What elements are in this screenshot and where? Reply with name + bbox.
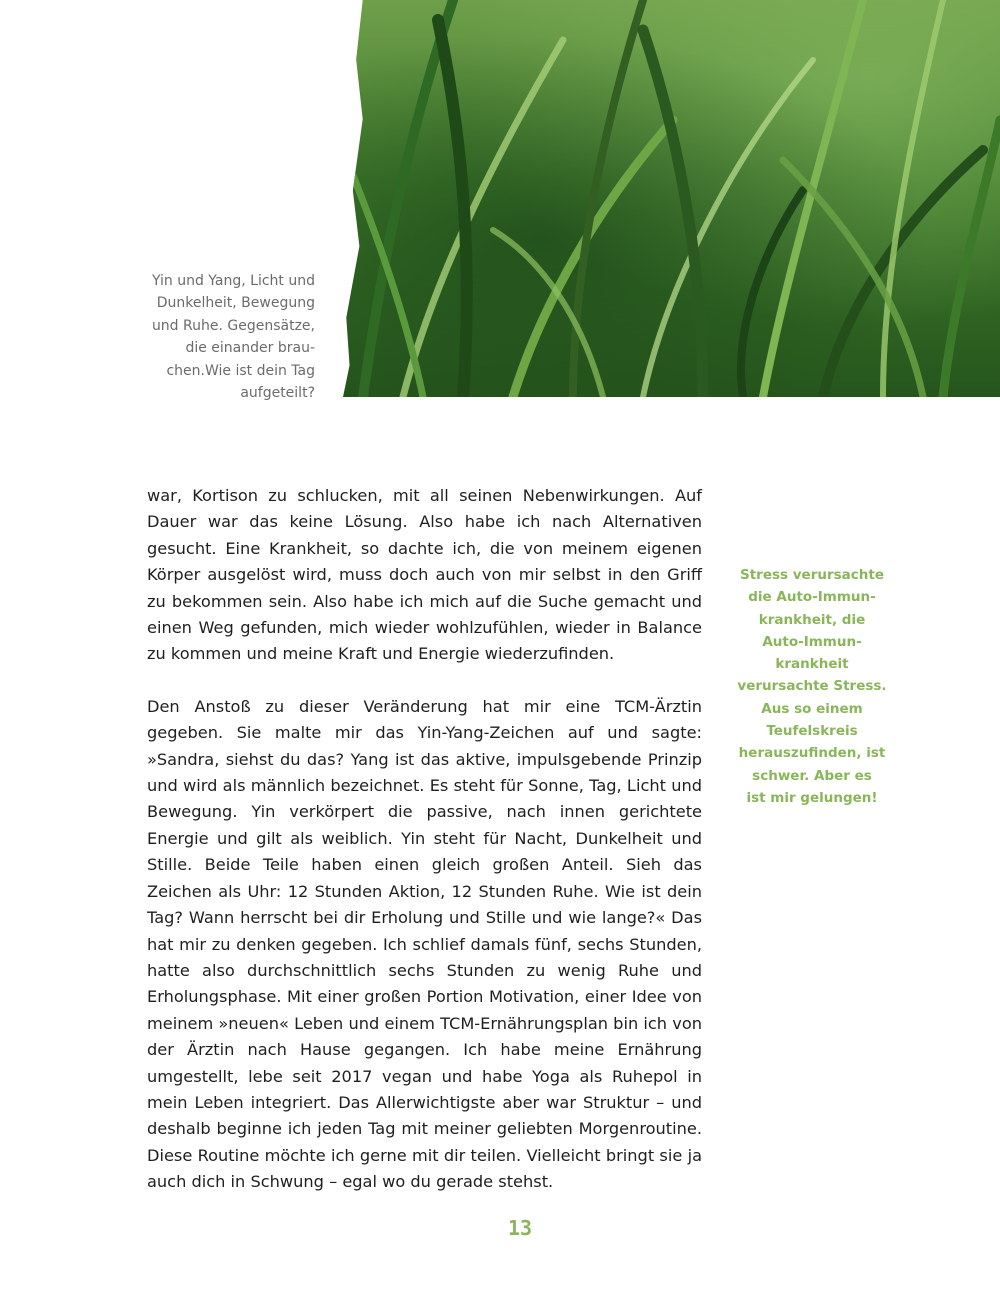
body-text xyxy=(147,483,702,1222)
grass-icon xyxy=(343,0,1000,397)
page-number: 13 xyxy=(507,1216,533,1240)
grass-photo xyxy=(343,0,1000,397)
body-paragraph: Den Anstoß zu dieser Veränderung hat mir eine TCM-Ärztin gegeben. Sie malte mir das Yin-Yang-Zeichen auf und sagte: »Sandra, siehst du das? Yang ist das aktive, impulsgebende Prinzip und wird als männlich bezeichnet. Es steht für Sonne, Tag, Licht und Bewegung. Yin verkörpert die passive, nach innen gerichtete Energie und gilt als weiblich. Yin steht für Nacht, Dunkelheit und Stille. Beide Teile haben einen gleich großen Anteil. Sieh das Zeichen als Uhr: 12 Stunden Aktion, 12 Stunden Ruhe. Wie ist dein Tag? Wann herrscht bei dir Erholung und Stille und wie lange?« Das hat mir zu denken gegeben. Ich schlief damals fünf, sechs Stunden, hatte also durchschnittlich sechs Stunden zu wenig Ruhe und Erholungsphase. Mit einer großen Portion Motivation, einer Idee von meinem »neuen« Leben und einem TCM-Ernährungsplan bin ich von der Ärztin nach Hause gegangen. Ich habe meine Ernährung umgestellt, lebe seit 2017 vegan und habe Yoga als Ruhepol in mein Leben integriert. Das Allerwichtigste aber war Struktur – und deshalb beginne ich jeden Tag mit meiner geliebten Morgenroutine. Diese Routine möchte ich gerne mit dir teilen. Vielleicht bringt sie ja auch dich in Schwung – egal wo du gerade stehst. xyxy=(147,696,702,1192)
photo-caption: Yin und Yang, Licht und Dunkelheit, Bewegung und Ruhe. Gegensätze, die einander brau- chen.Wie ist dein Tag aufgeteilt? xyxy=(151,273,315,402)
body-paragraph: war, Kortison zu schlucken, mit all seinen Nebenwirkungen. Auf Dauer war das keine Lösung. Also habe ich nach Alternativen gesucht. Eine Krankheit, so dachte ich, die von meinem eigenen Körper ausgelöst wird, muss doch auch von mir selbst in den Griff zu bekommen sein. Also habe ich mich auf die Suche gemacht und einen Weg gefunden, mich wieder wohlzufühlen, wieder in Balance zu kommen und meine Kraft und Energie wiederzufinden. xyxy=(147,486,702,664)
sidebar-quote: Stress verursachte die Auto-Immun- krankheit, die Auto-Immun- krankheit verursachte Stress. Aus so einem Teufelskreis herauszufinden, ist schwer. Aber es ist mir gelungen! xyxy=(737,567,887,806)
